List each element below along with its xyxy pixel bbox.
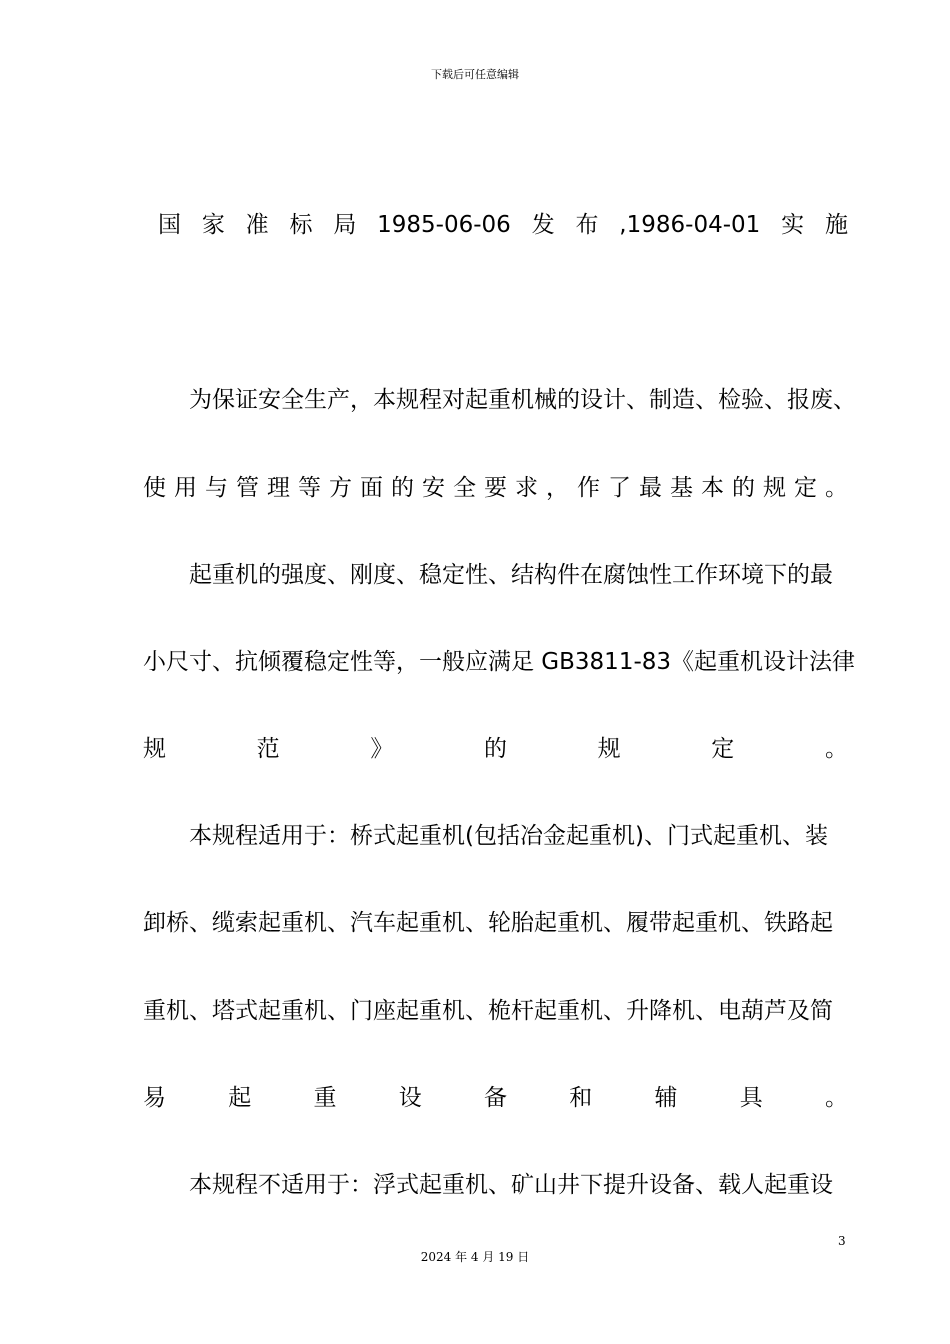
paragraph-3-line-2: 卸桥、缆索起重机、汽车起重机、轮胎起重机、履带起重机、铁路起 xyxy=(143,910,833,936)
char: 规 xyxy=(763,475,786,501)
char: 管 xyxy=(236,475,259,501)
paragraph-3-line-4 xyxy=(143,1083,848,1113)
char: 安 xyxy=(422,475,445,501)
issue-token: 准 xyxy=(245,212,269,238)
char: 本 xyxy=(701,475,724,501)
char: 的 xyxy=(732,475,755,501)
paragraph-2-line-3 xyxy=(143,734,848,764)
char: 规 xyxy=(597,736,621,762)
char: 最 xyxy=(639,475,662,501)
issue-token: 1985-06-06 xyxy=(377,212,511,238)
char: 起 xyxy=(228,1085,252,1111)
char: 理 xyxy=(267,475,290,501)
char: 和 xyxy=(569,1085,593,1111)
char: 求 xyxy=(515,475,538,501)
char: 面 xyxy=(360,475,383,501)
paragraph-4-line-1: 本规程不适用于：浮式起重机、矿山井下提升设备、载人起重设 xyxy=(189,1172,833,1198)
char: 要 xyxy=(484,475,507,501)
char: 重 xyxy=(313,1085,337,1111)
issue-token: ,1986-04-01 xyxy=(619,212,761,238)
char: 备 xyxy=(484,1085,507,1111)
char: 基 xyxy=(670,475,693,501)
issue-token: 施 xyxy=(824,212,848,238)
paragraph-3-line-1: 本规程适用于：桥式起重机(包括冶金起重机)、门式起重机、装 xyxy=(189,823,828,849)
char: ， xyxy=(546,475,569,501)
char: 全 xyxy=(453,475,476,501)
issue-token: 发 xyxy=(531,212,555,238)
char: 具 xyxy=(739,1085,763,1111)
char: 规 xyxy=(143,736,166,762)
char: 易 xyxy=(143,1085,166,1111)
char: 设 xyxy=(398,1085,422,1111)
char: 》 xyxy=(370,736,394,762)
char: 。 xyxy=(824,736,848,762)
issue-token: 国 xyxy=(158,212,181,238)
char: 定 xyxy=(711,736,735,762)
paragraph-2-line-1: 起重机的强度、刚度、稳定性、结构件在腐蚀性工作环境下的最 xyxy=(189,562,833,588)
char: 了 xyxy=(608,475,631,501)
char: 与 xyxy=(205,475,228,501)
issue-token: 实 xyxy=(781,212,805,238)
char: 的 xyxy=(391,475,414,501)
char: 辅 xyxy=(654,1085,678,1111)
char: 。 xyxy=(825,475,848,501)
char: 定 xyxy=(794,475,817,501)
paragraph-1-line-2 xyxy=(143,473,848,503)
char: 作 xyxy=(577,475,600,501)
paragraph-3-line-3: 重机、塔式起重机、门座起重机、桅杆起重机、升降机、电葫芦及简 xyxy=(143,998,833,1024)
issue-line xyxy=(158,210,848,240)
char: 等 xyxy=(298,475,321,501)
char: 。 xyxy=(825,1085,848,1111)
char: 的 xyxy=(483,736,507,762)
issue-token: 局 xyxy=(333,212,357,238)
page-footer-date: 2024 年 4 月 19 日 xyxy=(420,1250,530,1264)
char: 范 xyxy=(256,736,280,762)
char: 用 xyxy=(174,475,197,501)
char: 方 xyxy=(329,475,352,501)
paragraph-2-line-2: 小尺寸、抗倾覆稳定性等，一般应满足 GB3811-83《起重机设计法律 xyxy=(143,649,856,675)
issue-token: 标 xyxy=(289,212,313,238)
char: 使 xyxy=(143,475,166,501)
issue-token: 家 xyxy=(201,212,225,238)
page-number: 3 xyxy=(838,1234,846,1248)
page-header: 下载后可任意编辑 xyxy=(431,68,519,81)
paragraph-1-line-1: 为保证安全生产，本规程对起重机械的设计、制造、检验、报废、 xyxy=(189,387,856,413)
issue-token: 布 xyxy=(575,212,599,238)
